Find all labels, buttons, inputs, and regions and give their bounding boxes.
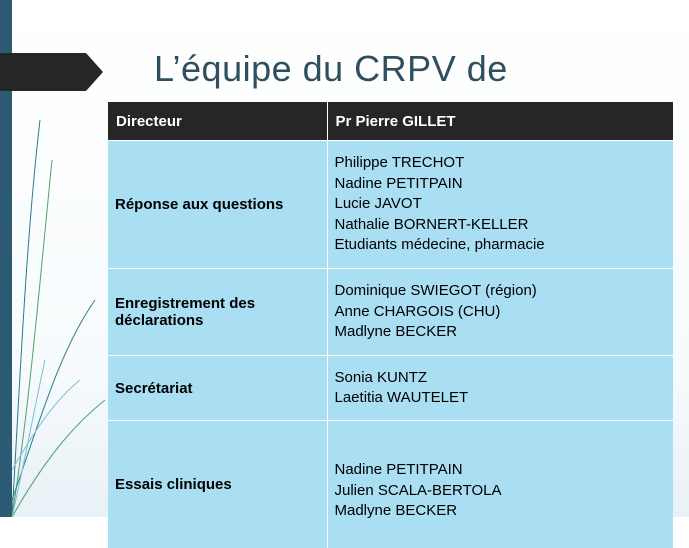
member-name: Madlyne BECKER	[335, 501, 667, 522]
member-name: Anne CHARGOIS (CHU)	[335, 302, 667, 323]
member-name: Dominique SWIEGOT (région)	[335, 281, 667, 302]
member-name: Laetitia WAUTELET	[335, 388, 667, 409]
table-row	[108, 356, 673, 421]
member-name: Lucie JAVOT	[335, 194, 667, 215]
member-name: Nadine PETITPAIN	[335, 174, 667, 195]
role-cell: Enregistrement des déclarations	[108, 269, 327, 356]
title-arrow-shape	[0, 53, 103, 91]
role-cell: Secrétariat	[108, 356, 327, 421]
members-cell	[327, 356, 673, 421]
table-row	[108, 421, 673, 548]
slide-title: L’équipe du CRPV de	[154, 48, 508, 90]
role-cell: Essais cliniques	[108, 421, 327, 548]
member-name: Nathalie BORNERT-KELLER	[335, 215, 667, 236]
member-name: Madlyne BECKER	[335, 322, 667, 343]
member-name: Julien SCALA-BERTOLA	[335, 481, 667, 502]
members-cell	[327, 421, 673, 548]
table-row	[108, 269, 673, 356]
member-name: Etudiants médecine, pharmacie	[335, 235, 667, 256]
table-row	[108, 141, 673, 269]
header-person-cell: Pr Pierre GILLET	[327, 102, 673, 141]
role-cell: Réponse aux questions	[108, 141, 327, 269]
team-table	[108, 102, 673, 548]
table-header-row	[108, 102, 673, 141]
member-name: Sonia KUNTZ	[335, 368, 667, 389]
member-name: Nadine PETITPAIN	[335, 460, 667, 481]
members-cell	[327, 141, 673, 269]
members-cell	[327, 269, 673, 356]
header-role-cell: Directeur	[108, 102, 327, 141]
member-name: Philippe TRECHOT	[335, 153, 667, 174]
